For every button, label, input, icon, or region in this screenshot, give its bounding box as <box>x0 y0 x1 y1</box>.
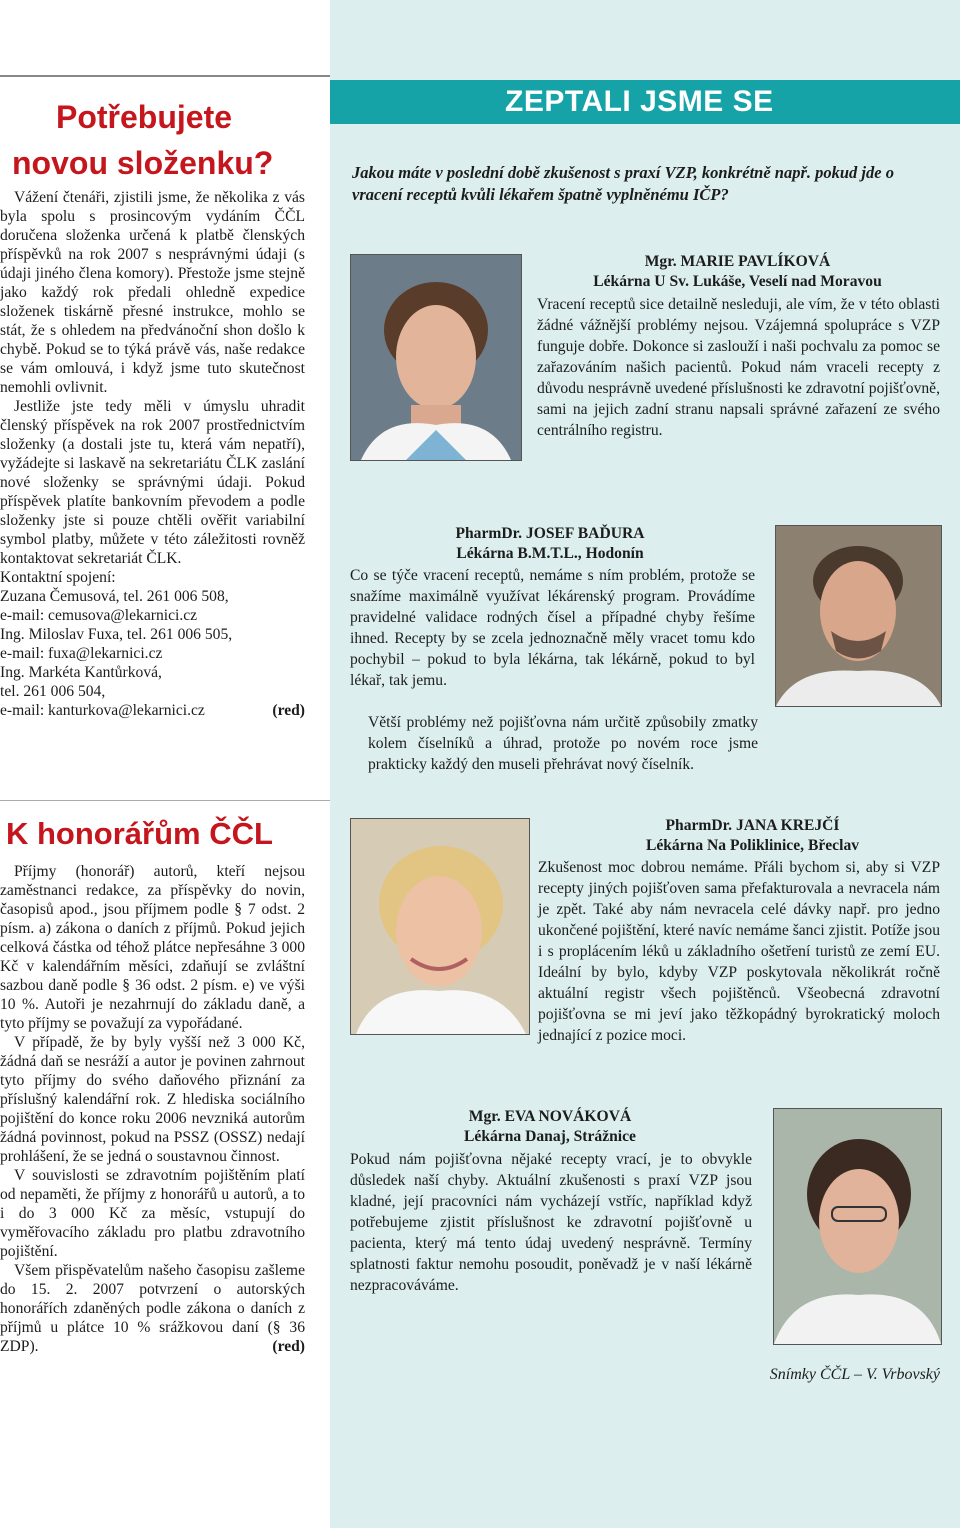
person-pharmacy: Lékárna B.M.T.L., Hodonín <box>456 545 644 562</box>
title-line-2: novou složenku? <box>12 145 274 181</box>
person-pharmacy: Lékárna Danaj, Strážnice <box>464 1128 636 1145</box>
article-honorare-body <box>0 862 305 1356</box>
photo-credit: Snímky ČČL – V. Vrbovský <box>769 1366 940 1383</box>
person-name: Mgr. MARIE PAVLÍKOVÁ <box>644 253 831 270</box>
person-answer-continued <box>350 712 945 775</box>
article-title-honorare <box>6 814 326 854</box>
contact-label: Kontaktní spojení: <box>0 569 116 586</box>
contact-last-line <box>0 701 305 720</box>
paragraph: Jestliže jste tedy měli v úmyslu uhradit členský příspěvek na rok 2007 prostřednictvím složenky (a dostali jste tu, která vám nepatří), vyžádejte si laskavě na sekretariátu ČLK zaslání nové složenky se správnými údaji. Pokud příspěvek platíte bankovním převodem a podle složenky jste si pouze chtěli ověřit variabilní symbol platby, můžete v této záležitosti rovněž kontaktovat sekretariát ČLK. <box>0 398 305 567</box>
portrait-photo-badura <box>775 525 942 707</box>
article-title-slozenka <box>56 98 326 136</box>
article-title-slozenka-2 <box>12 144 327 182</box>
article-slozenka-body <box>0 188 305 720</box>
person-card-badura <box>400 524 700 564</box>
banner-title: ZEPTALI JSME SE <box>330 80 960 124</box>
contact-line: Ing. Miloslav Fuxa, tel. 261 006 505, <box>0 626 233 643</box>
article2-title: K honorářům ČČL <box>6 816 273 851</box>
answer-text: Větší problémy než pojišťovna nám určitě způsobily zmatky kolem číselníků a úhrad, protože po novém roce jsme prakticky každý den museli přehrávat nový číselník. <box>368 714 758 773</box>
contact-line: Zuzana Čemusová, tel. 261 006 508, <box>0 588 229 605</box>
person-answer: Vracení receptů sice detailně nesleduji, ale vím, že v této oblasti žádné vážnější problémy nejsou. Vzájemná spolupráce s VZP funguje dobře. Dokonce si zaslouží i naši pochvalu za pomoc se zařazováním našich pacientů. Pokud nám vraceli recepty z důvodu nesprávně uvedené příslušnosti ke zdravotní pojišťovně, sami na jejich zadní stranu napsali správné zařazení ze svého centrálního registru. <box>537 296 940 439</box>
person-name: PharmDr. JOSEF BAĎURA <box>455 525 645 542</box>
paragraph: Příjmy (honorář) autorů, kteří nejsou zaměstnanci redakce, za příspěvky do novin, časopisů apod., jsou příjmem podle § 7 odst. 2 písm. a) zákona o daních z příjmů. Pokud jejich celková částka od téhož plátce nepřesáhne 3 000 Kč v kalendářním měsíci, zdaňují se zvláštní sazbou daně podle § 36 odst. 2 písm. e) ve výši 10 %. Autoři je nezahrnují do základu daně, a tyto příjmy se považují za vypořádané. <box>0 863 305 1032</box>
contact-email[interactable]: e-mail: kanturkova@lekarnici.cz <box>0 702 205 719</box>
top-rule <box>0 75 330 77</box>
signature: (red) <box>272 1338 305 1355</box>
person-answer: Pokud nám pojišťovna nějaké recepty vrací, je to obvykle důsledek naší chyby. Aktuální zkušenosti s praxí VZP jsou kladné, její pracovníci nám vycházejí vstříc, například když potřebujeme zjistit příslušnost ke zdravotní pojišťovně u pacienta, který má tento údaj uvedený nesprávně. Termíny splatnosti faktur nemohu posoudit, poněvadž je v naší lékárně nezpracováváme. <box>350 1151 752 1294</box>
contact-line: tel. 261 006 504, <box>0 683 106 700</box>
interview-question: Jakou máte v poslední době zkušenost s praxí VZP, konkrétně např. pokud jde o vracení receptů kvůli lékařem špatně vyplněnému IČP? <box>352 163 894 204</box>
person-pharmacy: Lékárna U Sv. Lukáše, Veselí nad Moravou <box>593 273 882 290</box>
person-card-krejci <box>560 816 945 856</box>
person-card-pavlikova <box>530 252 945 292</box>
contact-email[interactable]: e-mail: fuxa@lekarnici.cz <box>0 645 163 662</box>
portrait-photo-pavlikova <box>350 254 522 461</box>
title-line-1: Potřebujete <box>56 99 233 135</box>
paragraph: V souvislosti se zdravotním pojištěním platí od nepaměti, že příjmy z honorářů u autorů, a to i do 3 000 Kč za měsíc, vstupují do vyměřovacího základu pro platbu zdravotního pojištění. <box>0 1167 305 1260</box>
person-pharmacy: Lékárna Na Poliklinice, Břeclav <box>645 837 860 854</box>
contact-email[interactable]: e-mail: cemusova@lekarnici.cz <box>0 607 198 624</box>
person-card-novakova <box>395 1107 705 1147</box>
person-answer-krejci <box>350 857 940 1046</box>
person-name: PharmDr. JANA KREJČÍ <box>665 817 840 834</box>
signature: (red) <box>272 702 305 719</box>
portrait-photo-novakova <box>773 1108 942 1345</box>
paragraph-last <box>0 1261 305 1356</box>
contact-line: Ing. Markéta Kantůrková, <box>0 664 162 681</box>
section-divider <box>0 800 330 801</box>
person-answer: Co se týče vracení receptů, nemáme s ním problém, protože se snažíme maximálně využívat lékárenský program. Provádíme pravidelné validace rodných čísel a případné chyby řešíme ihned. Recepty by se zcela jednoznačně měly vracet tomu kdo pochybil – pokud to byla lékárna, tak lékárně, pokud to byl lékař, tak jemu. <box>350 567 755 689</box>
paragraph-text: Všem přispěvatelům našeho časopisu zašleme do 15. 2. 2007 potvrzení o autorských honorářích zdaněných podle zákona o daních z příjmů u plátce 10 % srážkovou daní (§ 36 ZDP). <box>0 1262 305 1355</box>
paragraph: V případě, že by byly vyšší než 3 000 Kč, žádná daň se nesráží a autor je povinen zahrnout tyto příjmy do svého daňového přiznání za příslušný kalendářní rok. Z hlediska sociálního pojištění do konce roku 2006 nevzniká autorům žádná povinnost, pokud na PSSZ (OSSZ) nedají prohlášení, že se jedná o soustavnou činnost. <box>0 1034 305 1165</box>
paragraph: Vážení čtenáři, zjistili jsme, že několika z vás byla spolu s prosincovým vydáním ČČL doručena složenka určená k platbě členských příspěvků na rok 2007 s nesprávnými údaji (s údaji jiného člena komory). Přestože jsme stejně jako každý rok předali ohledně expedice složenek tiskárně přesné instrukce, mohlo se stát, že s ohledem na předvánoční shon došlo k chybě. Pokud se to týká právě vás, naše redakce se vám omlouvá, i když jsme tuto skutečnost nemohli ovlivnit. <box>0 189 305 396</box>
answer-text: Zkušenost moc dobrou nemáme. Přáli bychom si, aby si VZP recepty jiných pojišťoven sama přefakturovala a nevracela nám je zpět. Také aby nám nevracela celé dávky např. pro jedno ukončené pojištění, které navíc nemáme šanci zjistit. Potíže jsou i s proplácením léků u základního ošetření turistů ze zemí EU. Ideální by bylo, kdyby VZP poskytovala několikrát ročně aktuální registr všech pojištěnců. Všeobecná zdravotní pojišťovna se mi jeví jako těžkopádný byrokratický moloch jednající z pozice moci. <box>538 859 940 1044</box>
person-name: Mgr. EVA NOVÁKOVÁ <box>468 1108 632 1125</box>
